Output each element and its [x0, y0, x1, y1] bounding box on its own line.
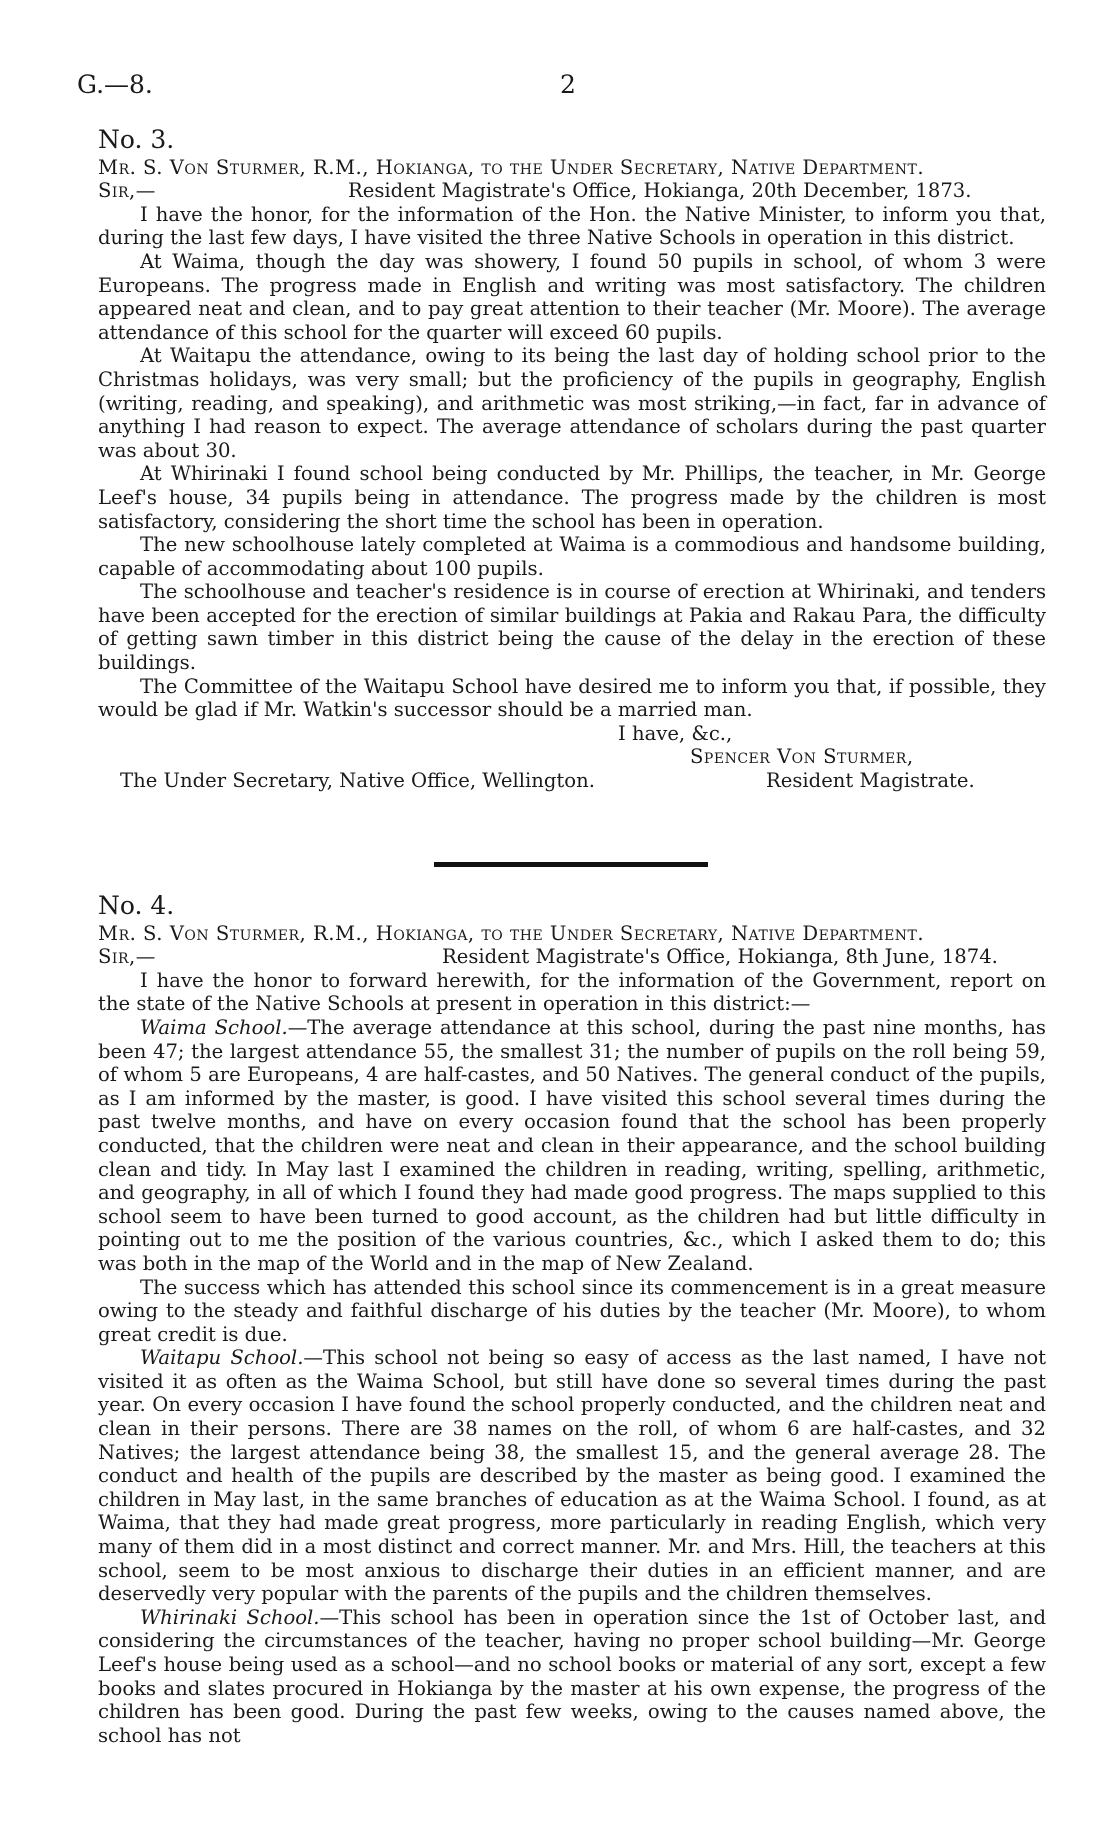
letter-3-paragraph: The Committee of the Waitapu School have desired me to inform you that, if possible, they would be glad if Mr. Watkin's successor should be a married man.	[98, 674, 1046, 722]
letter-3-closing-line	[98, 722, 1046, 746]
letter-4-title: No. 4.	[98, 891, 175, 920]
letter-3-paragraph: At Waitapu the attendance, owing to its being the last day of holding school prior to the Christmas holidays, was very small; but the proficiency of the pupils in geography, English (writing, reading, and speaking), and arithmetic was most striking,—in fact, far in advance of anything I had reason to expect. The average attendance of scholars during the past quarter was about 30.	[98, 344, 1046, 462]
whirinaki-school-text: —This school has been in operation since the 1st of October last, and considering the circumstances of the teacher, having no proper school building—Mr. George Leef's house being used as a school—and no school books or material of any sort, except a few books and slates procured in Hokianga by the master at his own expense, the progress of the children has been good. During the past few weeks, owing to the causes named above, the school has not	[98, 1605, 1047, 1747]
waima-school-text: —The average attendance at this school, during the past nine months, has been 47; the largest attendance 55, the smallest 31; the number of pupils on the roll being 59, of whom 5 are Europeans, 4 are half-castes, and 50 Natives. The general conduct of the pupils, as I am informed by the master, is good. I have visited this school several times during the past twelve months, and have on every occasion found that the school has been properly conducted, that the children were neat and clean in their appearance, and the school building clean and tidy. In May last I examined the children in reading, writing, spelling, arithmetic, and geography, in all of which I found they had made good progress. The maps supplied to this school seem to have been turned to good account, as the children had but little difficulty in pointing out to me the position of the various countries, &c., which I asked them to do; this was both in the map of the World and in the map of New Zealand.	[98, 1015, 1046, 1275]
letter-3-recipient-line	[98, 769, 1046, 793]
letter-3-salutation: Sir,—	[98, 179, 156, 203]
letter-4-intro: I have the honor to forward herewith, for the information of the Government, report on the state of the Native Schools at present in operation in this district:—	[98, 968, 1046, 1016]
waima-school-label: Waima School.	[140, 1015, 288, 1039]
letter-4-salutation-line	[98, 945, 1046, 969]
letter-3-closing: I have, &c.,	[618, 721, 733, 745]
letter-3-paragraph: I have the honor, for the information of the Hon. the Native Minister, to inform you that, during the last few days, I have visited the three Native Schools in operation in this district.	[98, 202, 1046, 250]
letter-3-paragraph: The schoolhouse and teacher's residence is in course of erection at Whirinaki, and tenders have been accepted for the erection of similar buildings at Pakia and Rakau Para, the difficulty of getting sawn timber in this district being the cause of the delay in the erection of these buildings.	[98, 580, 1046, 675]
letter-no-3	[98, 125, 1046, 793]
letter-4-success-paragraph: The success which has attended this school since its commencement is in a great measure owing to the steady and faithful discharge of his duties by the teacher (Mr. Moore), to whom great credit is due.	[98, 1275, 1046, 1346]
letter-3-signature-line	[98, 745, 1046, 769]
letter-3-heading: Mr. S. Von Sturmer, R.M., Hokianga, to the Under Secretary, Native Department.	[98, 155, 925, 179]
letter-3-signature-title: Resident Magistrate.	[766, 769, 975, 793]
letter-3-paragraph: The new schoolhouse lately completed at Waima is a commodious and handsome building, capable of accommodating about 100 pupils.	[98, 533, 1046, 580]
letter-3-salutation-line	[98, 179, 1046, 203]
letter-3-title: No. 3.	[98, 125, 175, 154]
letter-3-paragraph: At Waima, though the day was showery, I found 50 pupils in school, of whom 3 were Europeans. The progress made in English and writing was most satisfactory. The children appeared neat and clean, and to pay great attention to their teacher (Mr. Moore). The average attendance of this school for the quarter will exceed 60 pupils.	[98, 249, 1046, 344]
letter-4-dateline: Resident Magistrate's Office, Hokianga, 8th June, 1874.	[442, 945, 998, 969]
section-divider	[434, 862, 708, 867]
letter-3-dateline: Resident Magistrate's Office, Hokianga, 20th December, 1873.	[348, 179, 972, 203]
waitapu-school-paragraph	[98, 1346, 1046, 1606]
document-reference: G.—8.	[77, 70, 153, 99]
letter-3-paragraph: At Whirinaki I found school being conducted by Mr. Phillips, the teacher, in Mr. George Leef's house, 34 pupils being in attendance. The progress made by the children is most satisfactory, considering the short time the school has been in operation.	[98, 462, 1046, 533]
waima-school-paragraph	[98, 1016, 1046, 1276]
letter-4-salutation: Sir,—	[98, 945, 156, 969]
letter-3-signature: Spencer Von Sturmer,	[690, 745, 914, 769]
waitapu-school-label: Waitapu School.	[140, 1346, 304, 1370]
letter-3-recipient: The Under Secretary, Native Office, Wellington.	[120, 769, 595, 793]
page-number: 2	[560, 70, 576, 99]
letter-4-heading: Mr. S. Von Sturmer, R.M., Hokianga, to the Under Secretary, Native Department.	[98, 921, 925, 945]
waitapu-school-text: —This school not being so easy of access as the last named, I have not visited it as often as the Waima School, but still have done so several times during the past year. On every occasion I have found the school properly conducted, and the children neat and clean in their persons. There are 38 names on the roll, of whom 6 are half-castes, and 32 Natives; the largest attendance being 38, the smallest 15, and the general average 28. The conduct and health of the pupils are described by the master as being good. I examined the children in May last, in the same branches of education as at the Waima School. I found, as at Waima, that they had made great progress, more particularly in reading English, which very many of them did in a most distinct and correct manner. Mr. and Mrs. Hill, the teachers at this school, seem to be most anxious to discharge their duties in an efficient manner, and are deservedly very popular with the parents of the pupils and the children themselves.	[98, 1346, 1046, 1606]
letter-no-4	[98, 891, 1047, 1747]
whirinaki-school-label: Whirinaki School.	[140, 1605, 320, 1629]
whirinaki-school-paragraph	[98, 1606, 1046, 1748]
